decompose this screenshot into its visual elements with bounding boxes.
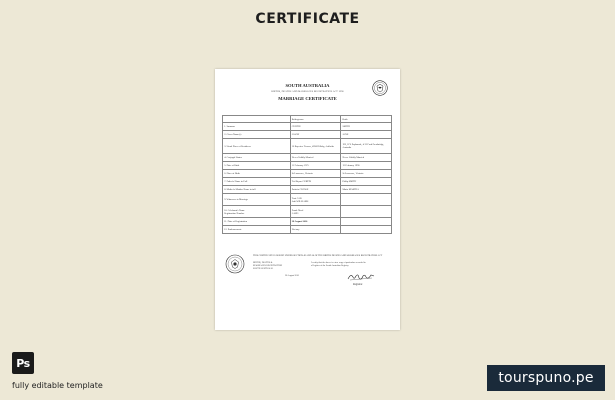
table-cell-label: 12. Endorsements — [223, 226, 291, 234]
table-cell-bride: 12 February 1990 — [341, 162, 392, 170]
table-row — [223, 139, 392, 154]
registry-name-line: BIRTHS, DEATHS & — [253, 262, 273, 264]
page-title: CERTIFICATE — [255, 11, 360, 27]
table-header-row — [223, 116, 392, 123]
table-row — [223, 206, 392, 218]
certificate-act: BIRTHS, DEATHS AND MARRIAGES REGISTRATION ACT 1996 — [271, 90, 344, 93]
brand-badge[interactable]: tourspuno.pe — [487, 365, 605, 391]
table-cell-label: 9. Witnesses to Marriage — [223, 194, 291, 206]
certificate-statement: THIS CERTIFICATE IS ISSUED UNDER SECTION 49 AND 50 OF THE BIRTHS DEATHS AND MARRIAGES REGISTRATION ACT — [253, 255, 383, 257]
table-row — [223, 186, 392, 194]
table-cell-groom: 28 August 2010 — [290, 218, 341, 226]
registrar-title: Registrar — [353, 283, 363, 286]
table-row — [223, 178, 392, 186]
certificate-date: 28 August 2010 — [285, 275, 299, 277]
table-row — [223, 194, 392, 206]
table-row — [223, 162, 392, 170]
table-cell-groom: Frank Nicol A1093 — [290, 206, 341, 218]
table-header-cell — [223, 116, 291, 123]
table-cell-groom: Ted Bryan CURTIN — [290, 178, 341, 186]
coat-of-arms-seal-icon — [372, 80, 388, 96]
certification-text — [311, 262, 391, 268]
table-cell-label: 10. Celebrant's Name Registration Number — [223, 206, 291, 218]
table-row — [223, 218, 392, 226]
certificate-state: SOUTH AUSTRALIA — [285, 83, 330, 88]
table-cell-bride: JANE — [341, 131, 392, 139]
table-row — [223, 123, 392, 131]
registrar-signature — [347, 272, 375, 282]
table-cell-groom: Toni CAB Jodi WILLIAMS — [290, 194, 341, 206]
table-row — [223, 226, 392, 234]
table-cell-bride — [341, 226, 392, 234]
table-cell-label: 3. Usual Place of Residence — [223, 139, 291, 154]
certificate-sheet — [215, 69, 400, 330]
table-cell-groom: Patricia CROWE — [290, 186, 341, 194]
table-cell-groom: Not any — [290, 226, 341, 234]
table-cell-bride: St Lawrence, Victoria — [341, 170, 392, 178]
table-cell-label: 2. Given Name(s) — [223, 131, 291, 139]
table-cell-label: 4. Conjugal Status — [223, 154, 291, 162]
table-cell-groom: JASON — [290, 131, 341, 139]
table-cell-label: 8. Mother's Maiden Name in full — [223, 186, 291, 194]
editable-template-note: fully editable template — [12, 381, 103, 390]
registry-name-line: MARRIAGES REGISTRATION — [253, 265, 283, 267]
table-header-cell: Bridegroom — [290, 116, 341, 123]
table-cell-bride — [341, 194, 392, 206]
certification-line: a Register of the South Australian Registry. — [311, 265, 349, 267]
table-cell-bride — [341, 218, 392, 226]
table-cell-bride: Maria MARTHA — [341, 186, 392, 194]
table-cell-groom: St Lawrence, Victoria — [290, 170, 341, 178]
table-cell-groom: 16 Bayview Terrace, 4930 Hillsby, Adelaide — [290, 139, 341, 154]
registry-name-line: SOUTH AUSTRALIA — [253, 268, 274, 270]
registry-name — [253, 262, 308, 271]
table-cell-label: 11. Date of Registration — [223, 218, 291, 226]
table-cell-bride: SMITH — [341, 123, 392, 131]
table-cell-label: 1. Surname — [223, 123, 291, 131]
table-header-cell: Bride — [341, 116, 392, 123]
certificate-heading: MARRIAGE CERTIFICATE — [278, 96, 337, 101]
table-cell-groom: Never Validly Married — [290, 154, 341, 162]
registration-table — [222, 115, 392, 234]
certification-line: I certify that the above is a true copy of particulars recorded in — [311, 262, 366, 264]
registry-seal-icon — [225, 254, 245, 274]
table-cell-groom: 11 February 1975 — [290, 162, 341, 170]
table-row — [223, 154, 392, 162]
table-cell-bride: Never Validly Married — [341, 154, 392, 162]
table-cell-label: 7. Father's Name in Full — [223, 178, 291, 186]
table-row — [223, 170, 392, 178]
table-cell-label: 5. Date of Birth — [223, 162, 291, 170]
photoshop-icon: Ps — [12, 352, 34, 374]
table-cell-label: 6. Place of Birth — [223, 170, 291, 178]
table-cell-bride — [341, 206, 392, 218]
table-cell-groom: CURTIN — [290, 123, 341, 131]
table-cell-bride: 193, 1FL Esplanade, 4 32 Ford Prestbridge, Australia — [341, 139, 392, 154]
table-cell-bride: Philip SMITH — [341, 178, 392, 186]
table-row — [223, 131, 392, 139]
